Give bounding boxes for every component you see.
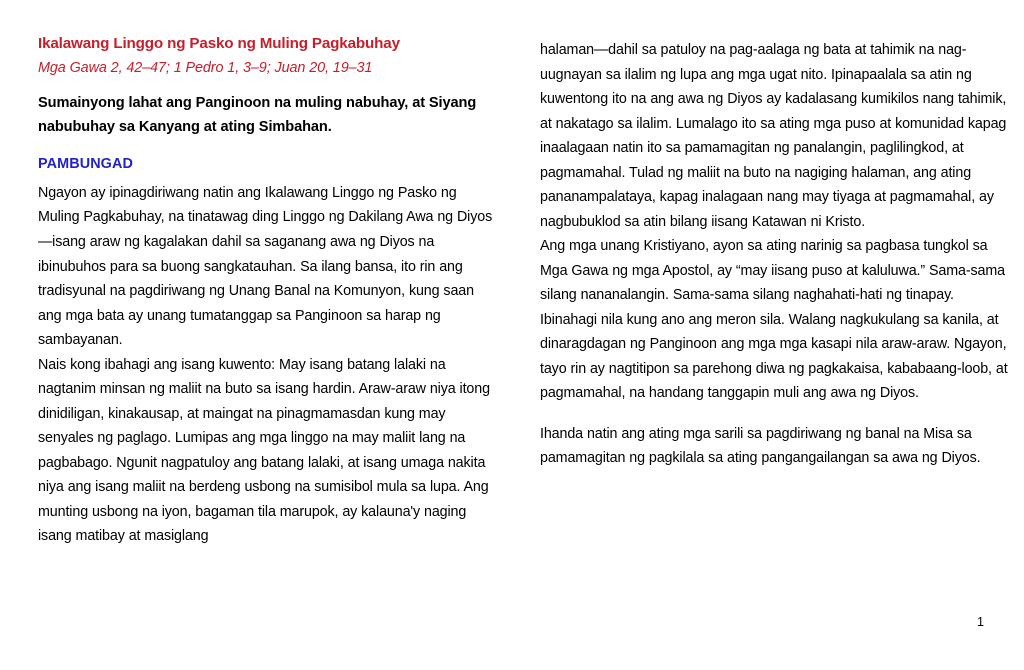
document-subtitle: Sumainyong lahat ang Panginoon na muling nabuhay, at Siyang nabubuhay sa Kanyang at ating Simbahan. [38, 94, 477, 135]
right-paragraph-1: halaman—dahil sa patuloy na pag-aalaga ng bata at tahimik na nag-uugnayan sa ilalim ng lupa ang mga ugat nito. Ipinapaalala sa atin ng kuwentong ito na ang awa ng Diyos ay kadalasang kumikilos nang tahimik, at nakatago sa ilalim. Lumalago ito sa ating mga puso at komunidad kapag inaalagaan natin ito sa pamamagitan ng panalangin, paglilingkod, at pagmamahal. Tulad ng maliit na buto na nagiging halaman, ang ating pananampalataya, kapag inalagaan nang may tiyaga at pagmamahal, ay nagbubuklod sa atin bilang iisang Katawan ni Kristo. [540, 42, 1007, 230]
document-title: Ikalawang Linggo ng Pasko ng Muling Pagkabuhay [38, 35, 400, 52]
scripture-references: Mga Gawa 2, 42–47; 1 Pedro 1, 3–9; Juan 20, 19–31 [38, 59, 373, 76]
right-paragraph-3: Ihanda natin ang ating mga sarili sa pagdiriwang ng banal na Misa sa pamamagitan ng pagkilala sa ating pangangailangan sa awa ng Diyos. [540, 425, 981, 467]
right-column [540, 34, 1008, 471]
left-column [38, 34, 493, 549]
left-paragraph-1: Ngayon ay ipinagdiriwang natin ang Ikalawang Linggo ng Pasko ng Muling Pagkabuhay, na tinatawag ding Linggo ng Dakilang Awa ng Diyos—isang araw ng kagalakan dahil sa saganang awa ng Diyos na ibinubuhos para sa buong sangkatauhan. Sa ilang bansa, ito rin ang tradisyunal na pagdiriwang ng Unang Banal na Komunyon, kung saan ang mga bata ay unang tumatanggap sa Panginoon sa harap ng sambayanan. [38, 184, 493, 349]
two-column-layout [38, 34, 1008, 634]
page-number: 1 [977, 614, 984, 629]
right-paragraph-2: Ang mga unang Kristiyano, ayon sa ating narinig sa pagbasa tungkol sa Mga Gawa ng mga Apostol, ay “may iisang puso at kaluluwa.” Sama-sama silang nananalangin. Sama-sama silang naghahati-hati ng tinapay. Ibinahagi nila kung ano ang meron sila. Walang nagkukulang sa kanila, at dinaragdagan ng Panginoon ang mga mga kasapi nila araw-araw. Ngayon, tayo rin ay nagtitipon sa parehong diwa ng pagkakaisa, kababaang-loob, at pagmamahal, na handang tanggapin muli ang awa ng Diyos. [540, 238, 1008, 402]
section-heading-pambungad: PAMBUNGAD [38, 156, 133, 173]
left-paragraph-2: Nais kong ibahagi ang isang kuwento: May isang batang lalaki na nagtanim minsan ng maliit na buto sa isang hardin. Araw-araw niya itong dinidiligan, kinakausap, at maingat na pinagmamasdan kung may senyales ng paglago. Lumipas ang mga linggo na may maliit lang na pagbabago. Ngunit nagpatuloy ang batang lalaki, at isang umaga nakita niya ang isang maliit na berdeng usbong na sumisibol mula sa lupa. Ang munting usbong na iyon, bagaman tila marupok, ay kalauna'y naging isang matibay at masiglang [38, 356, 490, 545]
